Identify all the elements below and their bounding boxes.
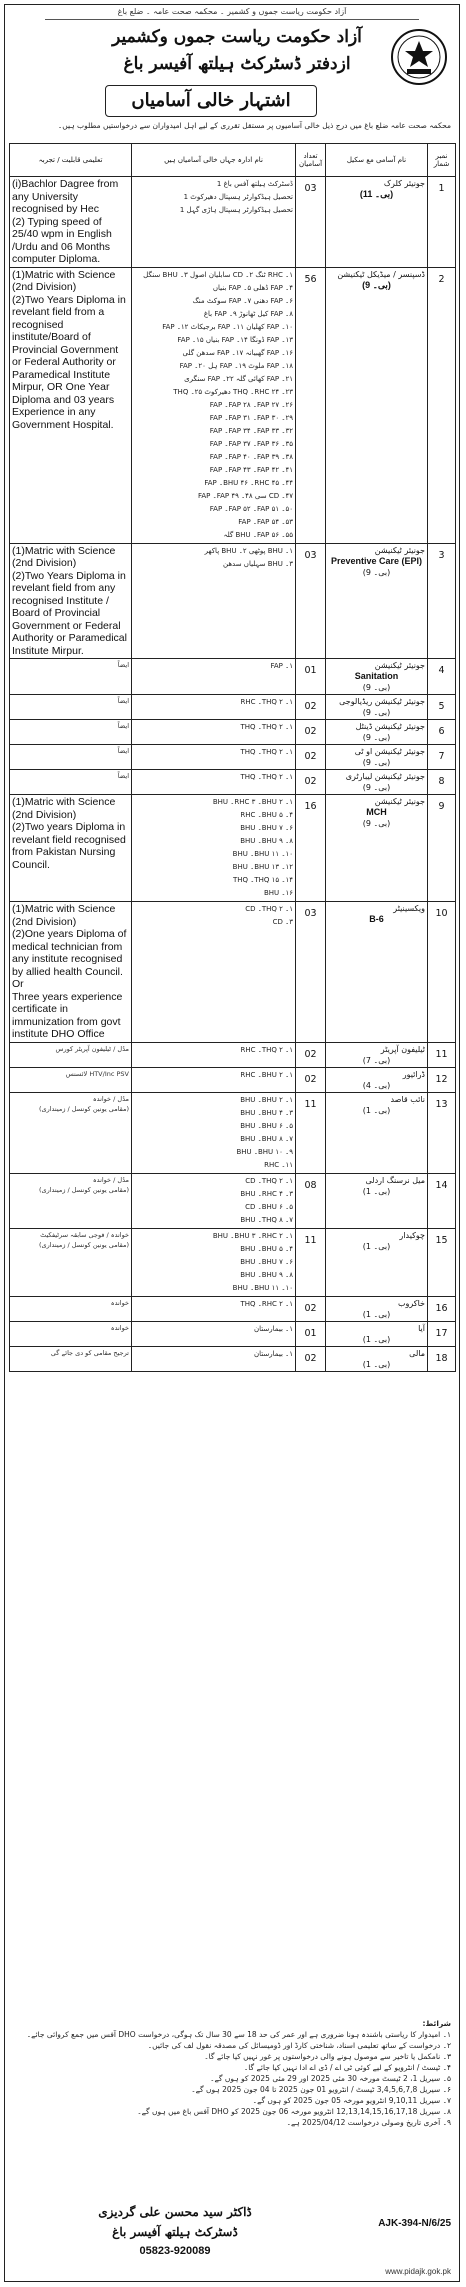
qualification-cell: (1)Matric with Science (2nd Division) (2)Two years Diploma in revelant field recognised from Pakistan Nursing Council. [10,795,132,902]
serial-number-cell: 15 [428,1228,456,1296]
qualification-cell: (1)Matric with Science (2nd Division) (2)Two Years Diploma in revelant field from a recognised institute/Board of Provincial Government or Federal Authority or Paramedical Institute Mirpur, OR One Year Diploma and 03 years Experience in any Government Hospital. [10,267,132,543]
post-cell [326,902,428,1043]
quantity-cell: 11 [296,1228,326,1296]
table-row [10,1296,456,1321]
post-title: ڈسپنسر / میڈیکل ٹیکنیشن [337,269,425,279]
serial-number-cell: 13 [428,1092,456,1173]
post-cell [326,745,428,770]
post-cell [326,177,428,268]
post-cell [326,543,428,659]
table-row [10,659,456,695]
post-scale: (بی۔ 9) [362,733,391,742]
post-cell [326,1346,428,1371]
post-scale: (بی۔ 1) [362,1309,391,1319]
qualification-cell: مڈل / ٹیلیفون آپریٹر کورس [10,1042,132,1067]
post-cell [326,659,428,695]
post-cell [326,1228,428,1296]
post-scale: (بی۔ 1) [362,1186,391,1196]
table-row [10,720,456,745]
post-cell [326,1092,428,1173]
location-cell: ۱۔ FAP [132,659,296,695]
serial-number-cell: 10 [428,902,456,1043]
post-title: ڈرائیور [402,1069,425,1079]
location-cell: ۱۔ RHC ۲۔ THQ [132,1296,296,1321]
serial-number-cell: 7 [428,745,456,770]
vacancies-table [9,143,456,1372]
quantity-cell: 03 [296,177,326,268]
table-row [10,1042,456,1067]
table-row [10,1228,456,1296]
quantity-cell: 02 [296,695,326,720]
table-row [10,770,456,795]
post-title: جونیئر کلرک [383,179,425,188]
header-post: نام آسامی مع سکیل [326,144,428,177]
quantity-cell: 02 [296,1042,326,1067]
post-title: ٹیلیفون آپریٹر [380,1044,425,1054]
reference-code: AJK-394-N/6/25 [378,2218,451,2229]
location-cell: ڈسٹرکٹ ہیلتھ آفس باغ 1 تحصیل ہیڈکوارٹر ہسپتال دھیرکوٹ 1 تحصیل ہیڈکوارٹر ہسپتال ہاڑی گہل 1 [132,177,296,268]
term-item: ۵۔ سیریل 1، 2 ٹیسٹ مورخہ 30 مئی 2025 اور 29 مئی 2025 کو ہوں گے۔ [210,2074,451,2083]
term-item: ۴۔ ٹیسٹ / انٹرویو کے لیے کوئی ٹی اے / ڈی اے ادا نہیں کیا جائے گا۔ [243,2063,451,2072]
signatory-name: ڈاکٹر سید محسن علی گردیزی [98,2205,252,2219]
post-title: آیا [418,1323,425,1333]
header-number: نمبر شمار [428,144,456,177]
advertisement-page [4,4,460,2282]
location-cell: ۱۔ THQ ۲۔ THQ [132,770,296,795]
header-office-line: ازدفتر ڈسٹرکٹ ہیلتھ آفیسر باغ [123,54,351,74]
serial-number-cell: 1 [428,177,456,268]
post-title-english: (بی۔ 9) [362,279,391,290]
post-title: خاکروب [398,1298,425,1308]
term-item: ۳۔ نامکمل یا تاخیر سے موصول ہونے والی درخواستوں پر غور نہیں کیا جائے گا۔ [204,2052,451,2061]
quantity-cell: 01 [296,659,326,695]
location-cell: ۱۔ THQ ۲۔ THQ [132,720,296,745]
serial-number-cell: 5 [428,695,456,720]
quantity-cell: 02 [296,745,326,770]
qualification-cell: مڈل / خواندہ (مقامی یونین کونسل / زمینداری) [10,1092,132,1173]
quantity-cell: 02 [296,770,326,795]
quantity-cell: 56 [296,267,326,543]
qualification-cell: ایضاً [10,770,132,795]
location-cell: ۱۔ THQ ۲۔ CD ۳۔ CD [132,902,296,1043]
top-banner-line: آزاد حکومت ریاست جموں و کشمیر ۔ محکمہ صحت عامہ ۔ ضلع باغ [117,7,347,16]
post-scale: (بی۔ 7) [362,1055,391,1065]
location-cell: ۱۔ RHC ۲۔ BHU ۳۔ BHU ۴۔ BHU ۵۔ BHU ۶۔ BHU ۷۔ BHU ۸۔ BHU ۹۔ BHU ۱۰۔ BHU ۱۱۔ BHU [132,1228,296,1296]
post-title: جونیئر ٹیکنیشن [374,545,425,555]
post-title: جونیئر ٹیکنیشن ڈینٹل [355,722,425,731]
post-cell [326,267,428,543]
qualification-cell: HTV/Inc PSV لائسنس [10,1067,132,1092]
terms-label: شرائط: [422,2019,451,2028]
post-scale: (بی۔ 9) [362,783,391,792]
government-emblem-icon [389,27,449,87]
qualification-cell: (1)Matric with Science (2nd Division) (2)One years Diploma of medical technician from any institute recognised by allied health Council. Or Three years experience certificate in immunization from govt institute DHO Office [10,902,132,1043]
header-qualification: تعلیمی قابلیت / تجربہ [10,144,132,177]
post-title-english: (بی۔ 11) [359,189,394,199]
quantity-cell: 03 [296,902,326,1043]
qualification-cell: ایضاً [10,695,132,720]
post-cell [326,695,428,720]
quantity-cell: 11 [296,1092,326,1173]
table-row [10,1173,456,1228]
serial-number-cell: 3 [428,543,456,659]
table-row [10,1321,456,1346]
table-row [10,902,456,1043]
quantity-cell: 08 [296,1173,326,1228]
signatory-title: ڈسٹرکٹ ہیلتھ آفیسر باغ [112,2225,238,2239]
quantity-cell: 02 [296,1067,326,1092]
divider [45,19,419,20]
qualification-cell: خواندہ / فوجی سابقہ سرٹیفکیٹ (مقامی یونین کونسل / زمینداری) [10,1228,132,1296]
post-title: نائب قاصد [390,1094,425,1104]
post-cell [326,1067,428,1092]
serial-number-cell: 16 [428,1296,456,1321]
qualification-cell: ترجیح مقامی کو دی جائے گی [10,1346,132,1371]
location-cell: ۱۔ BHU ۲۔ BHU ۳۔ BHU ۴۔ BHU ۵۔ BHU ۶۔ BHU ۷۔ BHU ۸۔ BHU ۹۔ BHU ۱۰۔ BHU ۱۱۔ RHC [132,1092,296,1173]
table-row [10,745,456,770]
post-title: مالی [409,1348,425,1358]
post-title: جونیئر ٹیکنیشن ریڈیالوجی [339,697,425,706]
location-cell: ۱۔ BHU پوٹھی ۲۔ BHU پاکھر ۳۔ BHU سہلیاں سدھن [132,543,296,659]
location-cell: ۱۔ RHC ٹنگ ۲۔ CD سابلیان اصول ۳۔ BHU سنگل ۴۔ FAP ڈھلی ۵۔ FAP بنیاں ۶۔ FAP دھنی ۷۔ FAP سوکٹ منگ ۸۔ FAP کیل ٹھانوڑ ۹۔ FAP باغ ۱۰۔ FAP کھلیان ۱۱۔ FAP برجیکاٹ ۱۲۔ FAP ۱۳۔ FAP ڈونگا ۱۴۔ FAP بنیاں ۱۵۔ FAP ۱۶۔ FAP گھبیانہ ۱۷۔ FAP سدھن گلی ۱۸۔ FAP ملوٹ ۱۹۔ FAP ہل ۲۰۔ FAP ۲۱۔ FAP کھائی گلہ ۲۲۔ FAP سنگری ۲۳۔ RHC ۲۴۔ THQ دھیرکوٹ ۲۵۔ THQ ۲۶۔ FAP ۲۷۔ FAP ۲۸۔ FAP ۲۹۔ FAP ۳۰۔ FAP ۳۱۔ FAP ۳۲۔ FAP ۳۳۔ FAP ۳۴۔ FAP ۳۵۔ FAP ۳۶۔ FAP ۳۷۔ FAP ۳۸۔ FAP ۳۹۔ FAP ۴۰۔ FAP ۴۱۔ FAP ۴۲۔ FAP ۴۳۔ FAP ۴۴۔ RHC ۴۵۔ BHU ۴۶۔ FAP ۴۷۔ CD سی ۴۸۔ FAP ۴۹۔ FAP ۵۰۔ FAP ۵۱۔ FAP ۵۲۔ FAP ۵۳۔ FAP ۵۴۔ FAP ۵۵۔ FAP ۵۶۔ BHU گلہ [132,267,296,543]
serial-number-cell: 2 [428,267,456,543]
quantity-cell: 02 [296,1296,326,1321]
location-cell: ۱۔ THQ ۲۔ RHC [132,1042,296,1067]
post-title: جونیئر ٹیکنیشن [374,797,425,806]
post-title-english: Preventive Care (EPI) [330,555,423,566]
post-scale: (بی۔ 9) [362,819,391,828]
serial-number-cell: 6 [428,720,456,745]
post-title: جونیئر ٹیکنیشن [374,661,425,670]
post-title: ویکسینیٹر [393,904,425,913]
qualification-cell: خواندہ [10,1296,132,1321]
term-item: ۱۔ امیدوار کا ریاستی باشندہ ہونا ضروری ہے اور عمر کی حد 18 سے 30 سال تک ہوگی، درخواست DHO آفس میں جمع کروائی جائے۔ [26,2030,451,2039]
quantity-cell: 02 [296,720,326,745]
qualification-cell: ایضاً [10,659,132,695]
post-title: چوکیدار [399,1230,425,1240]
location-cell: ۱۔ بیمارستان [132,1346,296,1371]
post-scale: (بی۔ 9) [362,708,391,717]
term-item: ۶۔ سیریل 3,4,5,6,7,8 ٹیسٹ / انٹرویو 01 جون 2025 تا 04 جون 2025 ہوں گے۔ [191,2085,451,2094]
post-cell [326,1296,428,1321]
location-cell: ۱۔ BHU ۲۔ RHC [132,1067,296,1092]
post-scale: (بی۔ 1) [362,1334,391,1344]
post-cell [326,1321,428,1346]
location-cell: ۱۔ بیمارستان [132,1321,296,1346]
post-title: جونیئر ٹیکنیشن او ٹی [354,747,425,756]
term-item: ۲۔ درخواست کے ساتھ تعلیمی اسناد، شناختی کارڈ اور ڈومیسائل کی مصدقہ نقول لف کی جائیں۔ [147,2041,451,2050]
table-row [10,177,456,268]
phone-number: 05823-920089 [139,2245,211,2257]
website-url: www.pidajk.gok.pk [385,2267,451,2276]
quantity-cell: 03 [296,543,326,659]
post-title: میل نرسنگ اردلی [365,1175,425,1185]
post-title-english: MCH [366,807,387,817]
post-title-english: Sanitation [354,671,399,681]
serial-number-cell: 14 [428,1173,456,1228]
post-scale: (بی۔ 4) [362,1080,391,1090]
qualification-cell: مڈل / خواندہ (مقامی یونین کونسل / زمینداری) [10,1173,132,1228]
term-item: ۸۔ سیریل 12,13,14,15,16,17,18 انٹرویو مورخہ 06 جون 2025 کو DHO آفس باغ میں ہوں گے۔ [137,2107,451,2116]
post-title: جونیئر ٹیکنیشن لیبارٹری [345,772,425,781]
post-scale: (بی۔ 9) [362,683,391,692]
post-scale: (بی۔ 1) [362,1359,391,1369]
location-cell: ۱۔ THQ ۲۔ RHC [132,695,296,720]
table-row [10,1092,456,1173]
table-row [10,795,456,902]
post-scale: (بی۔ 1) [362,1241,391,1251]
location-cell: ۱۔ THQ ۲۔ THQ [132,745,296,770]
table-row [10,1067,456,1092]
location-cell: ۱۔ BHU ۲۔ RHC ۳۔ BHU ۴۔ BHU ۵۔ RHC ۶۔ BHU ۷۔ BHU ۸۔ BHU ۹۔ BHU ۱۰۔ BHU ۱۱۔ BHU ۱۲۔ BHU ۱۳۔ BHU ۱۴۔ THQ ۱۵۔ THQ ۱۶۔ BHU [132,795,296,902]
page-title: اشتہار خالی آسامیاں [105,85,317,117]
term-item: ۷۔ سیریل 9,10,11 انٹرویو مورخہ 05 جون 2025 کو ہوں گے۔ [252,2096,451,2105]
serial-number-cell: 17 [428,1321,456,1346]
quantity-cell: 02 [296,1346,326,1371]
qualification-cell: ایضاً [10,745,132,770]
post-title-english: B-6 [369,914,384,924]
serial-number-cell: 18 [428,1346,456,1371]
location-cell: ۱۔ THQ ۲۔ CD ۳۔ RHC ۴۔ BHU ۵۔ BHU ۶۔ CD ۷۔ THQ ۸۔ BHU [132,1173,296,1228]
post-cell [326,1042,428,1067]
intro-text: محکمہ صحت عامہ ضلع باغ میں درج ذیل خالی آسامیوں پر مستقل تقرری کے لیے اہل امیدواران سے درخواستیں مطلوب ہیں۔ [57,121,451,130]
serial-number-cell: 11 [428,1042,456,1067]
table-row [10,1346,456,1371]
qualification-cell: خواندہ [10,1321,132,1346]
header-quantity: تعداد آسامیان [296,144,326,177]
serial-number-cell: 9 [428,795,456,902]
post-cell [326,1173,428,1228]
post-cell [326,720,428,745]
table-row [10,695,456,720]
qualification-cell: ایضاً [10,720,132,745]
post-scale: (بی۔ 9) [362,567,391,577]
qualification-cell: (1)Matric with Science (2nd Division) (2)Two Years Diploma in revelant field from any recognised Institute / Board of Provincial Government or Federal Authority or Paramedical Institute Mirpur. [10,543,132,659]
table-row [10,543,456,659]
quantity-cell: 01 [296,1321,326,1346]
quantity-cell: 16 [296,795,326,902]
table-row [10,267,456,543]
header-government-line: آزاد حکومت ریاست جموں وکشمیر [112,27,362,47]
serial-number-cell: 4 [428,659,456,695]
post-cell [326,795,428,902]
qualification-cell: (i)Bachlor Dagree from any University recognised by Hec (2) Typing speed of 25/40 wpm in English /Urdu and 06 Months computer Diploma. [10,177,132,268]
post-scale: (بی۔ 9) [362,758,391,767]
term-item: ۹۔ آخری تاریخ وصولی درخواست 2025/04/12 ہے۔ [286,2118,451,2127]
post-cell [326,770,428,795]
post-scale: (بی۔ 1) [362,1105,391,1115]
header-location: نام ادارہ جہاں خالی آسامیاں ہیں [132,144,296,177]
terms-section [13,2018,451,2128]
table-header-row [10,144,456,177]
serial-number-cell: 8 [428,770,456,795]
serial-number-cell: 12 [428,1067,456,1092]
